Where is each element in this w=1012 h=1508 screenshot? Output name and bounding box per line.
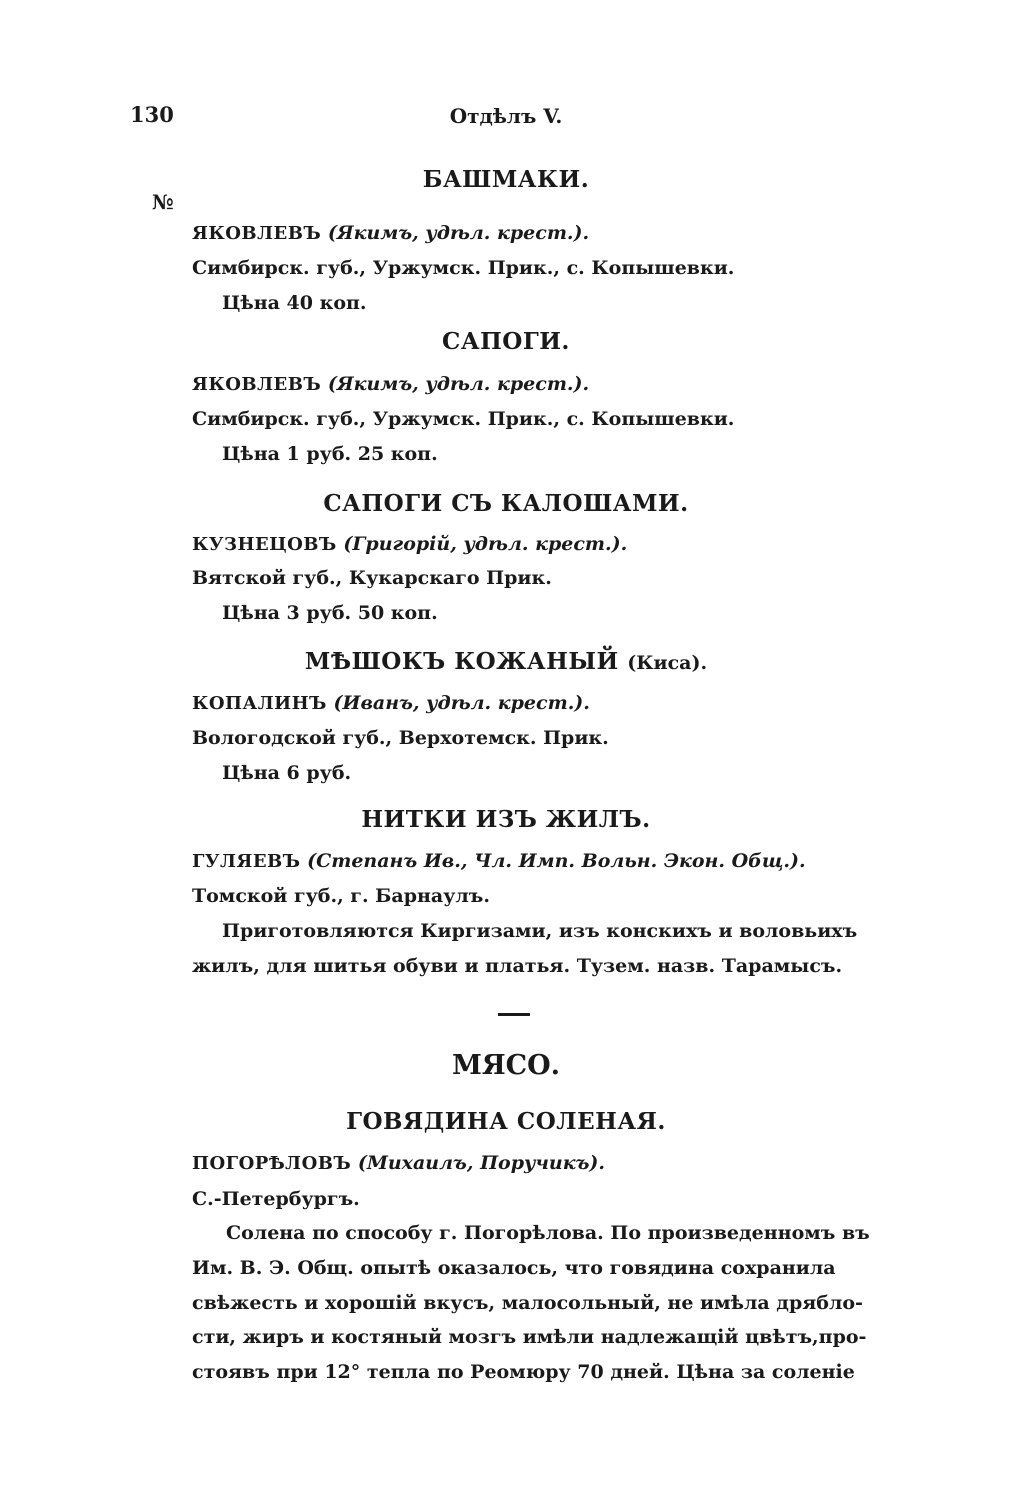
heading-bashmaki: БАШМАКИ. <box>422 166 590 193</box>
heading-meshok <box>0 648 1012 675</box>
meat-text-line-1: Солена по способу г. Погорѣлова. По произведенномъ въ <box>226 1222 870 1244</box>
meat-text-line-4: сти, жиръ и костяный мозгъ имѣли надлежащій цвѣтъ,про- <box>192 1326 867 1348</box>
entry-name: КОПАЛИНЪ <box>192 693 327 714</box>
entry-gulyaev-desc-2: жилъ, для шитья обуви и платья. Тузем. назв. Тарамысъ. <box>192 955 843 977</box>
entry-title: (Степанъ Ив., Чл. Имп. Вольн. Экон. Общ.). <box>307 850 806 872</box>
number-sign: № <box>152 190 174 214</box>
entry-title: (Михаилъ, Поручикъ). <box>357 1152 606 1174</box>
entry-kuznetsov-price: Цѣна 3 руб. 50 коп. <box>222 602 438 624</box>
heading-nitki: НИТКИ ИЗЪ ЖИЛЪ. <box>361 806 651 833</box>
heading-sapogi: САПОГИ. <box>442 328 570 355</box>
entry-pogorelov-name-line <box>192 1152 605 1174</box>
meat-text-line-5: стоявъ при 12° тепла по Реомюру 70 дней. Цѣна за соленіе <box>192 1361 855 1383</box>
entry-kopalin-price: Цѣна 6 руб. <box>222 762 352 784</box>
entry-kopalin-address: Вологодской губ., Верхотемск. Прик. <box>192 727 609 749</box>
entry-name: ГУЛЯЕВЪ <box>192 851 301 872</box>
entry-sapogi-name-line <box>192 373 589 395</box>
entry-name: ЯКОВЛЕВЪ <box>192 374 322 395</box>
entry-name: ПОГОРѢЛОВЪ <box>192 1153 352 1174</box>
section-header: Отдѣлъ V. <box>449 104 563 128</box>
meat-text-line-2: Им. В. Э. Общ. опытѣ оказалось, что говядина сохранила <box>192 1257 836 1279</box>
entry-name: ЯКОВЛЕВЪ <box>192 223 322 244</box>
entry-gulyaev-desc-1: Приготовляются Киргизами, изъ конскихъ и воловьихъ <box>222 920 858 942</box>
entry-title: (Иванъ, удѣл. крест.). <box>333 692 590 714</box>
entry-sapogi-address: Симбирск. губ., Уржумск. Прик., с. Копышевки. <box>192 408 735 430</box>
entry-title: (Якимъ, удѣл. крест.). <box>327 222 590 244</box>
entry-gulyaev-name-line <box>192 850 806 872</box>
entry-pogorelov-address: С.-Петербургъ. <box>192 1188 360 1210</box>
heading-govyadina: ГОВЯДИНА СОЛЕНАЯ. <box>346 1108 666 1135</box>
heading-sapogi-kaloshi: САПОГИ СЪ КАЛОШАМИ. <box>323 490 689 517</box>
section-title-meat: МЯСО. <box>451 1050 561 1081</box>
entry-title: (Якимъ, удѣл. крест.). <box>327 373 590 395</box>
entry-bashmaki-price: Цѣна 40 коп. <box>222 292 367 314</box>
entry-bashmaki-name-line <box>192 222 589 244</box>
entry-kuznetsov-name-line <box>192 533 627 555</box>
entry-name: КУЗНЕЦОВЪ <box>192 534 337 555</box>
section-divider <box>498 1013 530 1016</box>
page-number: 130 <box>130 102 174 127</box>
heading-meshok-main: МѢШОКЪ КОЖАНЫЙ <box>304 648 619 675</box>
meat-text-line-3: свѣжесть и хорошій вкусъ, малосольный, не имѣла дрябло- <box>192 1292 863 1314</box>
entry-kuznetsov-address: Вятской губ., Кукарскаго Прик. <box>192 567 552 589</box>
entry-bashmaki-address: Симбирск. губ., Уржумск. Прик., с. Копышевки. <box>192 257 735 279</box>
entry-sapogi-price: Цѣна 1 руб. 25 коп. <box>222 443 438 465</box>
entry-gulyaev-address: Томской губ., г. Барнаулъ. <box>192 885 490 907</box>
entry-title: (Григорій, удѣл. крест.). <box>343 533 628 555</box>
heading-meshok-extra: (Киса). <box>627 652 708 674</box>
entry-kopalin-name-line <box>192 692 590 714</box>
